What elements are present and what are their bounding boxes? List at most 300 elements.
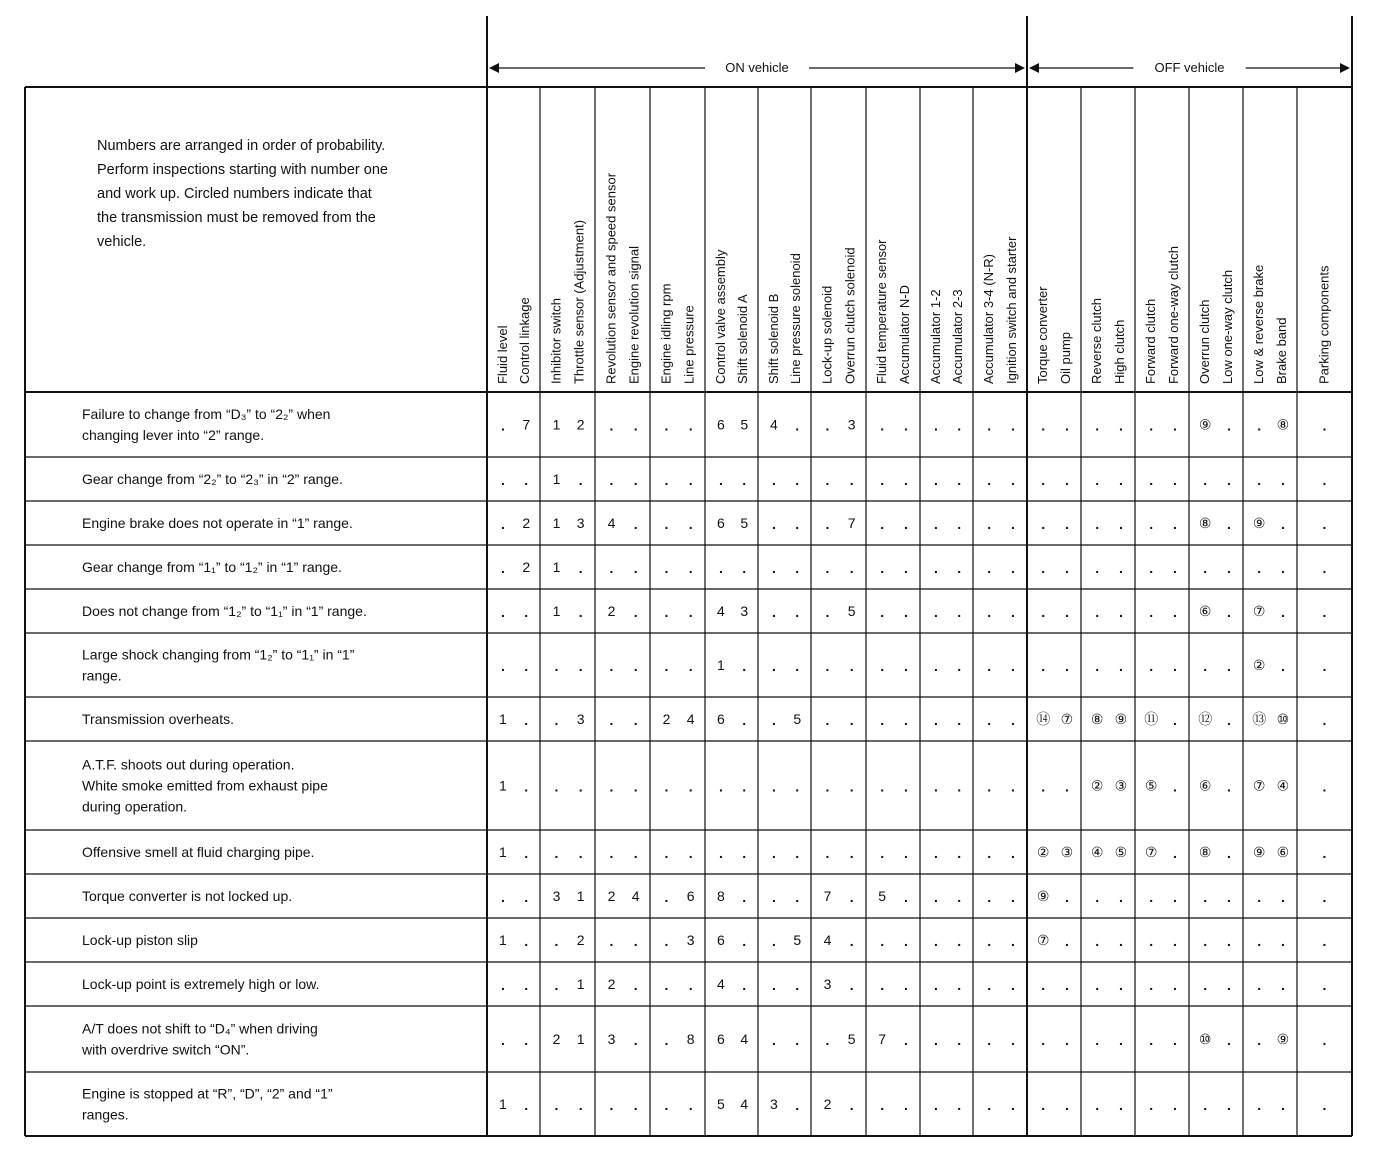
table-cell: .	[1173, 977, 1177, 993]
table-cell: .	[825, 658, 830, 674]
table-cell: ⑨	[1036, 888, 1050, 904]
table-cell: .	[849, 472, 854, 488]
table-cell: .	[742, 658, 747, 674]
table-cell: .	[904, 604, 908, 620]
table-cell: 1	[552, 471, 561, 487]
symptom-labels	[81, 406, 367, 1123]
column-header: Control linkage	[517, 297, 533, 384]
table-cell: .	[609, 417, 614, 434]
arrow-right-icon	[1340, 63, 1350, 73]
table-cell: .	[795, 472, 800, 488]
table-cell: 8	[686, 1031, 695, 1047]
table-cell: .	[1149, 472, 1154, 488]
table-cell: ⑧	[1276, 416, 1290, 433]
table-cell: .	[633, 933, 638, 949]
table-cell: .	[987, 658, 992, 674]
table-cell: .	[1119, 1097, 1123, 1113]
table-cell: 6	[717, 416, 725, 433]
table-cell: .	[987, 560, 992, 576]
symptom-label: Lock-up point is extremely high or low.	[82, 976, 320, 992]
table-cell: .	[1095, 933, 1100, 949]
table-cell: .	[1203, 977, 1208, 993]
column-header: Control valve assembly	[712, 249, 728, 384]
table-cell: .	[1041, 417, 1046, 434]
table-cell: .	[1119, 933, 1123, 949]
table-cell: .	[904, 472, 908, 488]
table-cell: ⑬	[1252, 711, 1267, 727]
table-cell: .	[1257, 933, 1262, 949]
table-cell: .	[1119, 560, 1123, 576]
table-cell: .	[1203, 658, 1208, 674]
table-cell: .	[664, 1032, 669, 1048]
table-cell: .	[1119, 1032, 1123, 1048]
table-cell: .	[1322, 516, 1327, 532]
table-cell: .	[524, 658, 529, 674]
table-cell: .	[1227, 712, 1231, 728]
column-header: Accumulator 1-2	[927, 289, 943, 384]
table-cell: .	[957, 778, 962, 795]
table-cell: .	[957, 1097, 962, 1113]
symptom-label: with overdrive switch “ON”.	[82, 1041, 250, 1058]
column-header: Fluid level	[494, 325, 510, 384]
table-cell: ⑤	[1144, 777, 1158, 794]
table-cell: .	[1257, 417, 1262, 434]
table-cell: .	[1173, 712, 1177, 728]
table-cell: .	[1227, 560, 1231, 576]
table-cell: 2	[522, 559, 531, 575]
table-cell: .	[904, 560, 908, 576]
table-cell: 7	[878, 1031, 887, 1047]
table-cell: .	[1119, 658, 1123, 674]
table-cell: .	[795, 516, 800, 532]
table-cell: .	[1322, 658, 1327, 674]
table-cell: 3	[552, 888, 561, 904]
table-cell: .	[1065, 417, 1069, 434]
table-cell: .	[1173, 417, 1177, 434]
table-cell: .	[987, 516, 992, 532]
table-cell: .	[524, 712, 529, 728]
table-cell: ③	[1060, 844, 1074, 860]
table-cell: .	[1095, 417, 1100, 434]
table-cell: .	[664, 417, 669, 434]
table-cell: .	[771, 845, 776, 861]
table-cell: .	[664, 516, 669, 532]
table-cell: .	[957, 560, 962, 576]
symptom-label: Transmission overheats.	[82, 711, 234, 727]
column-header: Throttle sensor (Adjustment)	[571, 219, 587, 384]
table-cell: .	[1173, 933, 1177, 949]
table-cell: .	[633, 712, 638, 728]
table-cell: .	[609, 778, 614, 795]
table-cell: 4	[607, 515, 616, 531]
table-cell: .	[1011, 933, 1015, 949]
table-cell: 5	[847, 603, 856, 619]
table-cell: 3	[823, 976, 832, 992]
table-cell: .	[933, 778, 938, 795]
column-header: Parking components	[1316, 265, 1332, 384]
table-cell: .	[633, 977, 638, 993]
table-cell: 1	[717, 657, 725, 673]
table-cell: ⑧	[1198, 515, 1212, 531]
table-cell: .	[524, 1097, 529, 1113]
table-cell: .	[1281, 560, 1285, 576]
table-cell: .	[825, 472, 830, 488]
table-cell: .	[771, 712, 776, 728]
table-cell: .	[500, 417, 505, 434]
table-cell: 7	[522, 416, 531, 433]
table-cell: .	[1095, 658, 1100, 674]
table-cell: ⑨	[1114, 711, 1128, 727]
table-cell: 1	[576, 888, 585, 904]
table-cell: 1	[576, 1031, 585, 1047]
table-cell: .	[664, 933, 669, 949]
table-cell: .	[1041, 1032, 1046, 1048]
table-cell: .	[609, 472, 614, 488]
note-line: the transmission must be removed from the	[97, 210, 376, 226]
table-cell: .	[904, 1032, 908, 1048]
table-cell: .	[987, 889, 992, 905]
arrow-right-icon	[1015, 63, 1025, 73]
table-cell: .	[688, 1097, 693, 1113]
table-cell: .	[933, 658, 938, 674]
table-cell: .	[742, 472, 747, 488]
table-cell: .	[771, 658, 776, 674]
table-cell: .	[1149, 933, 1154, 949]
arrow-left-icon	[489, 63, 499, 73]
table-cell: 1	[499, 777, 507, 794]
table-cell: ⑨	[1252, 844, 1266, 860]
table-cell: 1	[552, 416, 561, 433]
table-cell: .	[1281, 889, 1285, 905]
table-cell: .	[987, 977, 992, 993]
table-cell: .	[825, 417, 830, 434]
table-cell: .	[1095, 1032, 1100, 1048]
table-cell: .	[933, 933, 938, 949]
table-cell: ⑦	[1036, 932, 1050, 948]
column-header: Oil pump	[1057, 331, 1073, 384]
table-cell: .	[1322, 889, 1327, 905]
table-cell: .	[1119, 472, 1123, 488]
table-cell: .	[609, 845, 614, 861]
table-cell: 5	[793, 932, 802, 948]
table-cell: .	[1065, 1032, 1069, 1048]
table-cell: .	[957, 977, 962, 993]
column-header: High clutch	[1111, 319, 1127, 384]
symptom-label: Engine brake does not operate in “1” range.	[82, 515, 353, 531]
table-cell: .	[742, 977, 747, 993]
table-cell: .	[1149, 977, 1154, 993]
table-cell: 5	[740, 416, 749, 433]
table-cell: .	[1257, 1032, 1262, 1048]
column-header: Overrun clutch	[1197, 299, 1213, 384]
table-cell: .	[1065, 1097, 1069, 1113]
table-cell: .	[633, 1097, 638, 1113]
table-cell: .	[904, 1097, 908, 1113]
table-cell: .	[500, 1032, 505, 1048]
table-cell: 2	[662, 711, 671, 727]
table-cell: .	[718, 472, 723, 488]
table-cell: .	[500, 658, 505, 674]
table-cell: .	[500, 889, 505, 905]
table-cell: .	[524, 1032, 529, 1048]
table-cell: .	[825, 560, 830, 576]
table-cell: .	[987, 778, 992, 795]
symptom-label: Gear change from “2₂” to “2₃” in “2” range.	[82, 471, 343, 487]
table-cell: .	[1227, 977, 1231, 993]
table-cell: .	[987, 712, 992, 728]
table-cell: ⑥	[1198, 777, 1212, 794]
table-cell: .	[1065, 472, 1069, 488]
table-cell: .	[880, 712, 885, 728]
table-cell: .	[849, 778, 854, 795]
table-cell: .	[633, 417, 638, 434]
table-cell: ⑤	[1114, 844, 1128, 860]
table-cell: .	[795, 604, 800, 620]
table-cell: .	[957, 1032, 962, 1048]
table-cell: .	[795, 845, 800, 861]
table-cell: .	[957, 472, 962, 488]
table-cell: .	[1227, 933, 1231, 949]
table-cell: 3	[847, 416, 856, 433]
table-cell: .	[1203, 933, 1208, 949]
table-cell: .	[933, 889, 938, 905]
table-cell: .	[880, 417, 885, 434]
table-cell: .	[1281, 977, 1285, 993]
table-cell: .	[1322, 977, 1327, 993]
table-cell: .	[795, 1032, 800, 1048]
table-cell: .	[1041, 516, 1046, 532]
symptom-label: Gear change from “1₁” to “1₂” in “1” range.	[82, 559, 342, 575]
table-cell: .	[554, 778, 559, 795]
table-cell: .	[1119, 604, 1123, 620]
table-cell: .	[1119, 417, 1123, 434]
table-cell: ④	[1090, 844, 1104, 860]
table-cell: .	[933, 1097, 938, 1113]
table-cell: .	[1173, 1097, 1177, 1113]
table-cell: .	[524, 472, 529, 488]
table-cell: 1	[552, 559, 561, 575]
symptom-label: Lock-up piston slip	[82, 932, 198, 948]
note-line: vehicle.	[97, 234, 147, 250]
table-cell: 2	[576, 416, 585, 433]
table-cell: .	[795, 889, 800, 905]
table-cell: .	[957, 658, 962, 674]
column-header: Forward one-way clutch	[1165, 246, 1181, 384]
table-cell: .	[795, 1097, 800, 1113]
table-cell: 5	[740, 515, 749, 531]
table-cell: .	[664, 560, 669, 576]
table-cell: .	[1173, 778, 1177, 795]
table-cell: .	[1227, 516, 1231, 532]
table-cell: ⑩	[1198, 1031, 1212, 1047]
table-cell: .	[664, 889, 669, 905]
table-cell: .	[664, 604, 669, 620]
table-cell: 1	[552, 603, 561, 619]
table-cell: .	[742, 560, 747, 576]
table-cell: .	[987, 417, 992, 434]
table-cell: .	[1011, 516, 1015, 532]
table-cell: 5	[793, 711, 802, 727]
table-cell: .	[1322, 417, 1327, 434]
table-cell: .	[1227, 889, 1231, 905]
table-cell: 7	[847, 515, 856, 531]
table-cell: .	[609, 658, 614, 674]
table-cell: .	[633, 845, 638, 861]
table-cell: .	[578, 560, 583, 576]
column-header: Fluid temperature sensor	[874, 239, 890, 384]
table-cell: 6	[717, 932, 725, 948]
table-cell: 1	[499, 711, 507, 727]
table-cell: .	[688, 472, 693, 488]
table-cell: .	[880, 845, 885, 861]
table-cell: ⑪	[1144, 711, 1159, 727]
table-cell: .	[1041, 977, 1046, 993]
table-cell: .	[1257, 889, 1262, 905]
table-cell: .	[688, 845, 693, 861]
table-cell: .	[578, 778, 583, 795]
table-cell: ⑨	[1252, 515, 1266, 531]
table-cell: .	[957, 712, 962, 728]
table-cell: .	[987, 933, 992, 949]
column-header: Shift solenoid B	[765, 293, 781, 384]
symptom-label: Offensive smell at fluid charging pipe.	[82, 844, 315, 860]
table-cell: 1	[552, 515, 561, 531]
column-header: Ignition switch and starter	[1003, 236, 1019, 384]
table-cell: .	[578, 1097, 583, 1113]
table-cell: .	[904, 889, 908, 905]
table-cell: .	[578, 658, 583, 674]
table-cell: .	[1095, 604, 1100, 620]
table-cell: .	[1227, 1097, 1231, 1113]
table-cell: .	[1149, 560, 1154, 576]
table-cell: .	[633, 472, 638, 488]
table-cell: 1	[499, 1096, 507, 1112]
table-cell: .	[1281, 1097, 1285, 1113]
table-cell: .	[987, 1097, 992, 1113]
table-cell: .	[688, 658, 693, 674]
table-cell: .	[933, 516, 938, 532]
column-header: Torque converter	[1035, 286, 1051, 384]
table-cell: ③	[1114, 777, 1128, 794]
section-label-on: ON vehicle	[725, 60, 789, 75]
table-cell: ⑦	[1060, 711, 1074, 727]
table-cell: .	[1041, 778, 1046, 795]
table-cell: .	[771, 889, 776, 905]
column-header: Forward clutch	[1143, 298, 1159, 384]
table-cell: .	[633, 560, 638, 576]
table-cell: .	[554, 1097, 559, 1113]
table-cell: .	[1011, 1097, 1015, 1113]
table-cell: .	[688, 560, 693, 576]
table-cell: ②	[1090, 777, 1104, 794]
table-cell: .	[1257, 560, 1262, 576]
table-cell: .	[771, 560, 776, 576]
table-cell: .	[1065, 889, 1069, 905]
table-cell: .	[524, 845, 529, 861]
table-cell: .	[849, 1097, 854, 1113]
table-cell: .	[1041, 472, 1046, 488]
column-header: Engine idling rpm	[658, 283, 674, 384]
table-cell: .	[795, 560, 800, 576]
table-cell: ②	[1036, 844, 1050, 860]
table-cell: ⑧	[1198, 844, 1212, 860]
symptom-label: Torque converter is not locked up.	[82, 888, 293, 904]
table-cell: .	[1149, 1097, 1154, 1113]
table-cells	[499, 417, 1326, 1114]
table-cell: .	[1149, 658, 1154, 674]
table-cell: 2	[552, 1031, 561, 1047]
table-cell: .	[1203, 472, 1208, 488]
column-header: Engine revolution signal	[626, 245, 642, 384]
table-cell: 8	[717, 888, 725, 904]
table-cell: 4	[717, 976, 725, 992]
arrow-left-icon	[1029, 63, 1039, 73]
table-cell: .	[578, 472, 583, 488]
table-cell: .	[933, 712, 938, 728]
table-cell: .	[771, 516, 776, 532]
table-cell: .	[500, 604, 505, 620]
table-cell: .	[849, 560, 854, 576]
table-cell: .	[771, 472, 776, 488]
table-cell: .	[1257, 1097, 1262, 1113]
table-cell: .	[849, 977, 854, 993]
symptom-label: range.	[82, 667, 122, 684]
table-cell: .	[904, 845, 908, 861]
table-cell: .	[795, 778, 800, 795]
table-cell: .	[1041, 604, 1046, 620]
table-cell: .	[1203, 560, 1208, 576]
table-cell: .	[880, 604, 885, 620]
table-cell: .	[957, 889, 962, 905]
table-cell: .	[1011, 778, 1015, 795]
table-cell: .	[1322, 933, 1327, 949]
table-cell: .	[825, 845, 830, 861]
table-cell: .	[1095, 472, 1100, 488]
table-cell: .	[664, 778, 669, 795]
note-line: Numbers are arranged in order of probability.	[97, 138, 386, 154]
table-cell: .	[825, 604, 830, 620]
column-header: Accumulator N-D	[896, 285, 912, 384]
table-cell: .	[957, 845, 962, 861]
table-cell: .	[664, 658, 669, 674]
table-cell: .	[904, 417, 908, 434]
table-cell: ⑦	[1252, 777, 1266, 794]
table-cell: .	[1011, 889, 1015, 905]
table-cell: ⑭	[1036, 711, 1051, 727]
table-cell: .	[1065, 658, 1069, 674]
table-cell: 1	[499, 844, 507, 860]
table-cell: .	[1281, 472, 1285, 488]
column-header: Accumulator 2-3	[950, 289, 966, 384]
table-cell: ⑦	[1144, 844, 1158, 860]
table-cell: 5	[717, 1096, 725, 1112]
table-cell: .	[1065, 604, 1069, 620]
table-cell: .	[1095, 516, 1100, 532]
table-cell: .	[1281, 604, 1285, 620]
column-headers	[495, 172, 1332, 384]
table-cell: .	[1281, 516, 1285, 532]
table-cell: .	[1149, 604, 1154, 620]
symptom-label: A/T does not shift to “D₄” when driving	[82, 1020, 318, 1037]
table-cell: .	[1322, 1097, 1327, 1113]
column-header: Accumulator 3-4 (N-R)	[981, 253, 997, 384]
table-cell: ⑥	[1198, 603, 1212, 619]
table-cell: .	[1011, 658, 1015, 674]
table-cell: 6	[686, 888, 695, 904]
table-cell: .	[771, 977, 776, 993]
table-cell: ④	[1276, 777, 1290, 794]
table-cell: 1	[576, 976, 585, 992]
